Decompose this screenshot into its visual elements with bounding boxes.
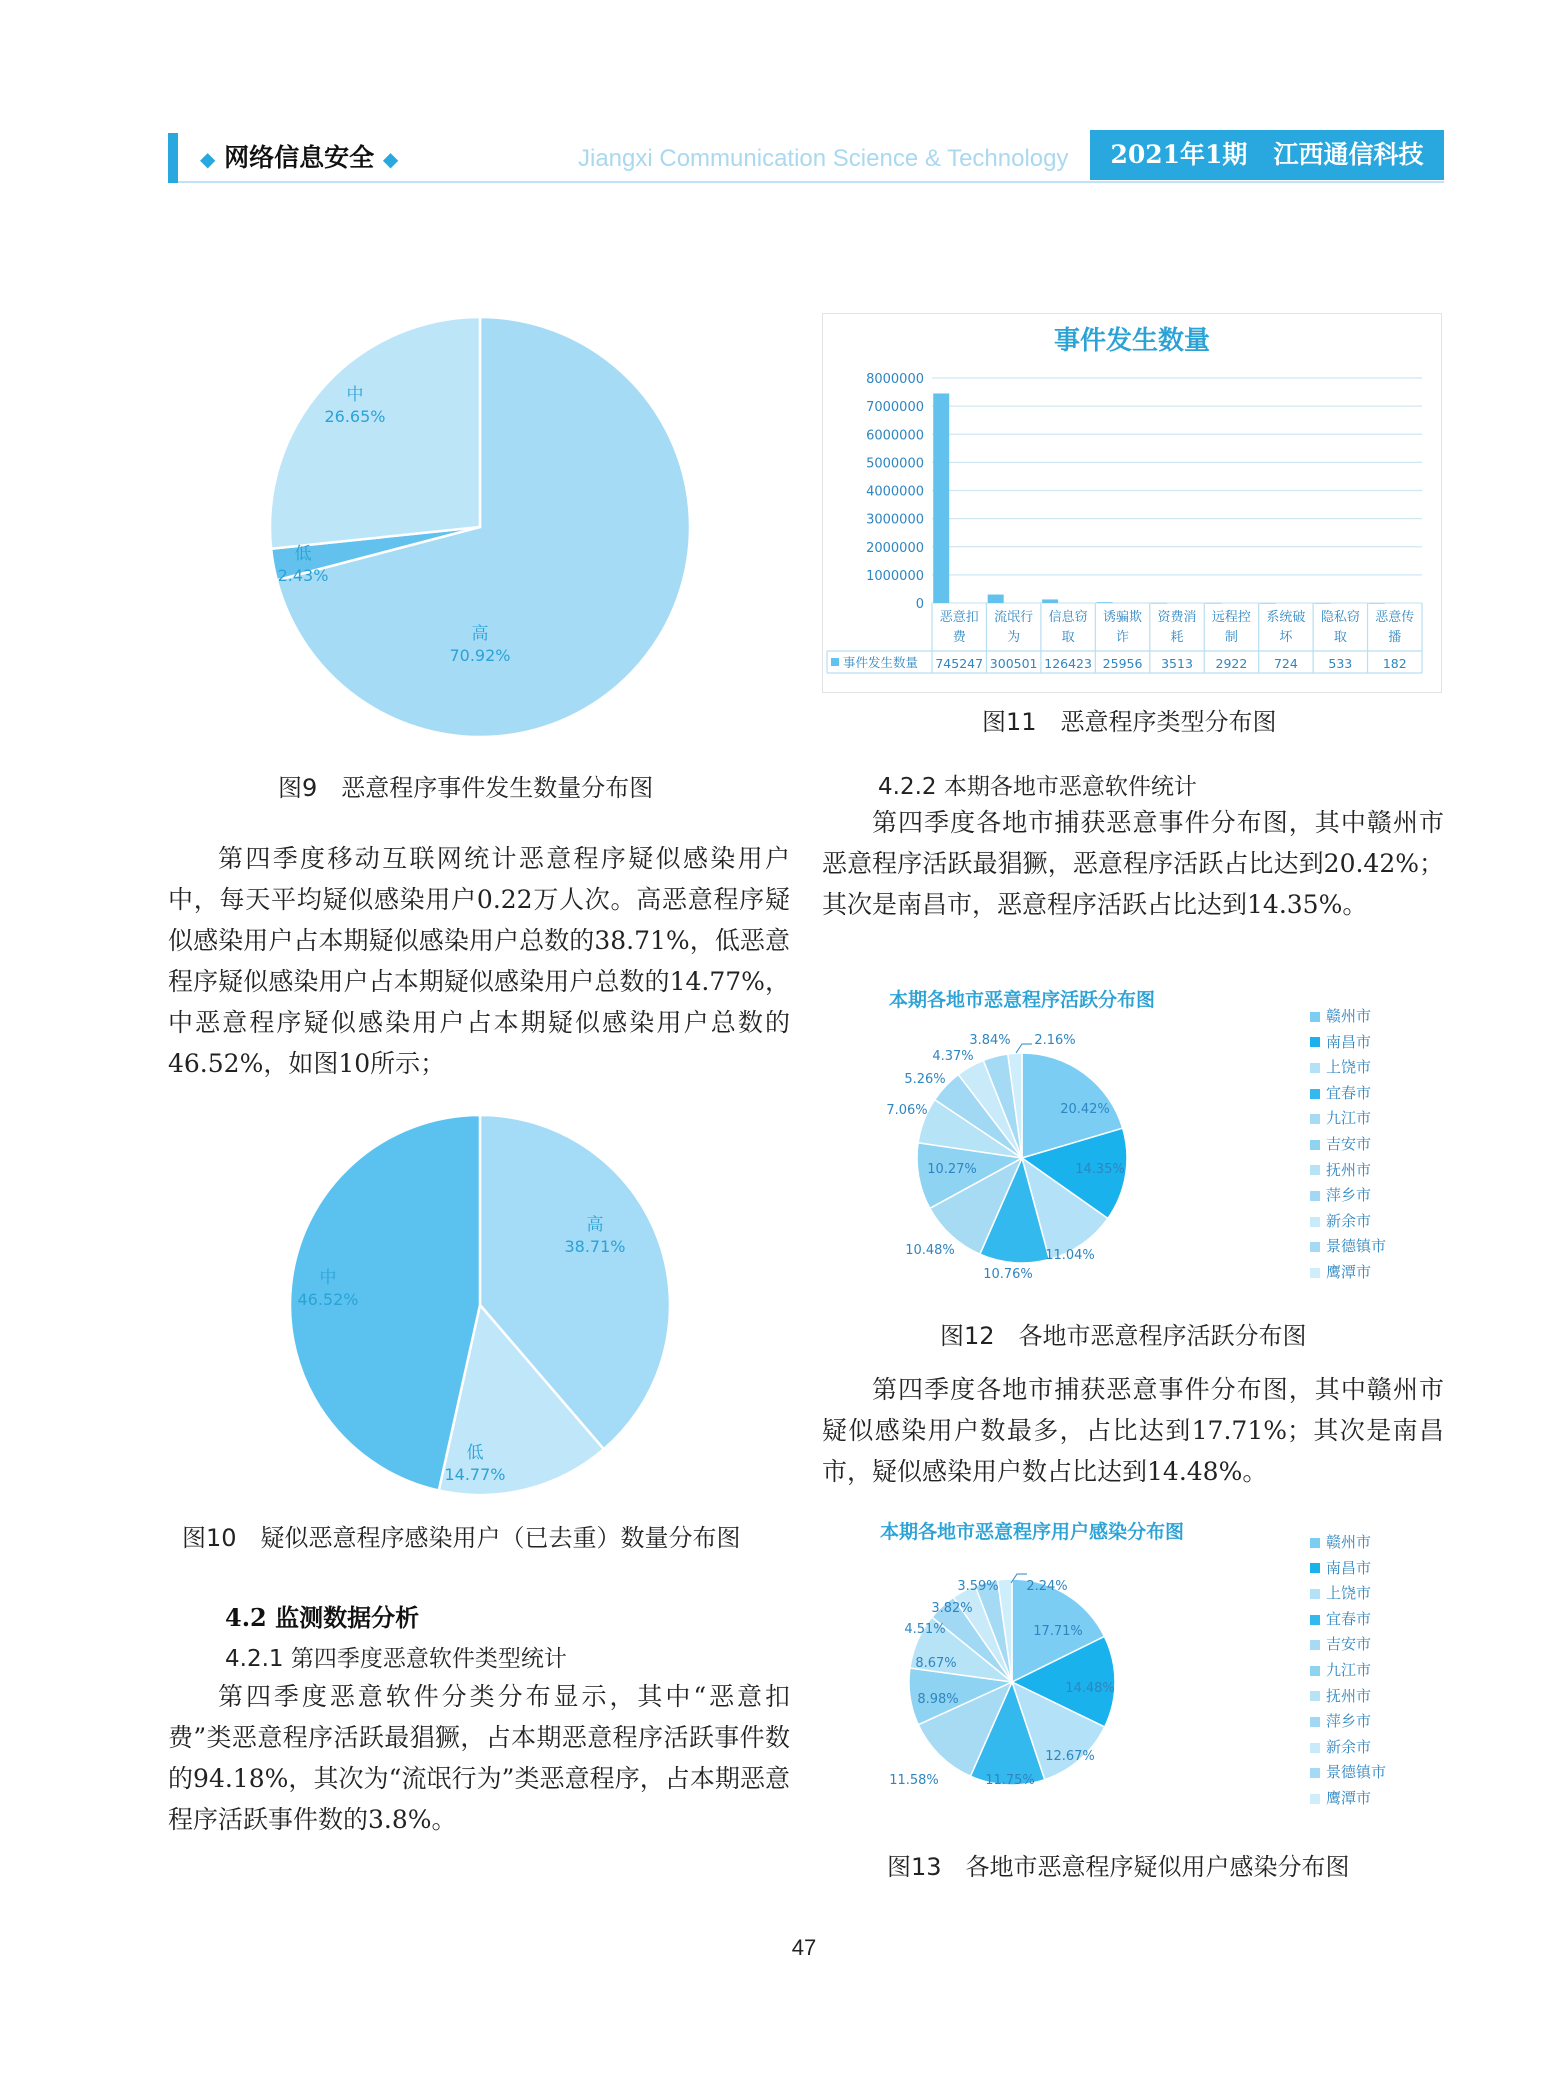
y-tick-label: 6000000: [866, 428, 924, 444]
section-heading-4-2: 4.2 监测数据分析: [225, 1603, 420, 1632]
pie-category-label: 高: [471, 624, 489, 644]
fig12-caption: 图12 各地市恶意程序活跃分布图: [940, 1322, 1307, 1350]
legend-swatch: [1310, 1140, 1320, 1150]
legend-swatch: [1310, 1191, 1320, 1201]
x-category-label: 诈: [1116, 630, 1130, 645]
x-category-label: 为: [1007, 630, 1021, 645]
legend-item: [1310, 1004, 1386, 1030]
x-category-label: 费: [952, 630, 966, 645]
header-accent-bar: [168, 133, 178, 183]
y-tick-label: 0: [915, 597, 924, 612]
pie-value-label: 46.52%: [297, 1290, 359, 1309]
x-category-label: 播: [1388, 630, 1402, 645]
bar-系统破坏: [1260, 603, 1276, 604]
bar-诱骗欺诈: [1097, 602, 1113, 603]
x-category-label: 隐私窃: [1320, 610, 1360, 625]
pie-value-label: 2.24%: [1026, 1579, 1068, 1594]
header-section-label: 网络信息安全: [224, 143, 375, 172]
fig9-caption: 图9 恶意程序事件发生数量分布图: [278, 774, 654, 802]
legend-label: 景德镇市: [1326, 1763, 1387, 1782]
leader-line: [1016, 1044, 1032, 1053]
legend-item: [1310, 1106, 1386, 1132]
paragraph-malware-types: 第四季度恶意软件分类分布显示，其中“恶意扣费”类恶意程序活跃最猖獗，占本期恶意程序活跃事件数的94.18%，其次为“流氓行为”类恶意程序，占本期恶意程序活跃事件数的3.8%。: [168, 1682, 790, 1834]
legend-item: [1310, 1132, 1386, 1158]
legend-item: [1310, 1055, 1386, 1081]
subsection-heading-4-2-1: 4.2.1 第四季度恶意软件类型统计: [225, 1646, 567, 1672]
legend-label: 上饶市: [1326, 1584, 1372, 1603]
legend-label: 赣州市: [1326, 1533, 1372, 1551]
table-value: 745247: [935, 656, 984, 671]
legend-swatch: [1310, 1089, 1320, 1099]
legend-item: [1310, 1260, 1386, 1286]
bar-资费消耗: [1151, 603, 1167, 604]
legend-item: [1310, 1234, 1386, 1260]
pie-value-label: 4.51%: [904, 1622, 946, 1637]
paragraph-city-activity: 第四季度各地市捕获恶意事件分布图，其中赣州市恶意程序活跃最猖獗，恶意程序活跃占比达到20.42%；其次是南昌市，恶意程序活跃占比达到14.35%。: [822, 808, 1444, 919]
pie-value-label: 3.84%: [969, 1033, 1011, 1048]
pie-value-label: 11.75%: [985, 1773, 1035, 1788]
fig13-caption: 图13 各地市恶意程序疑似用户感染分布图: [887, 1853, 1350, 1881]
x-category-label: 坏: [1279, 630, 1293, 645]
pie-value-label: 14.77%: [444, 1465, 506, 1484]
legend-item: [1310, 1684, 1386, 1710]
fig11-caption: 图11 恶意程序类型分布图: [982, 708, 1277, 736]
table-value: 300501: [989, 656, 1038, 671]
fig13-legend: [1310, 1530, 1386, 1812]
legend-label: 吉安市: [1326, 1635, 1372, 1654]
legend-swatch: [1310, 1589, 1320, 1599]
legend-item: [1310, 1081, 1386, 1107]
header-journal-cn: 江西通信科技: [1273, 140, 1424, 169]
fig11-title: 事件发生数量: [1053, 326, 1211, 356]
legend-label: 九江市: [1326, 1660, 1372, 1679]
bar-隐私窃取: [1314, 603, 1330, 604]
x-category-label: 耗: [1170, 630, 1184, 645]
pie-category-label: 中: [319, 1268, 337, 1288]
legend-label: 宜春市: [1326, 1083, 1372, 1102]
legend-label: 赣州市: [1326, 1007, 1372, 1025]
legend-item: [1310, 1658, 1386, 1684]
series-name-label: 事件发生数量: [843, 655, 919, 670]
y-tick-label: 7000000: [866, 400, 924, 416]
diamond-icon: ◆: [200, 147, 216, 171]
legend-label: 南昌市: [1326, 1032, 1372, 1051]
paragraph-city-infection: 第四季度各地市捕获恶意事件分布图，其中赣州市疑似感染用户数最多，占比达到17.71%；其次是南昌市，疑似感染用户数占比达到14.48%。: [822, 1375, 1444, 1486]
legend-label: 萍乡市: [1326, 1186, 1372, 1205]
legend-swatch: [1310, 1268, 1320, 1278]
legend-item: [1310, 1760, 1386, 1786]
subsection-heading-4-2-2: 4.2.2 本期各地市恶意软件统计: [878, 774, 1197, 800]
y-tick-label: 1000000: [866, 568, 924, 584]
header-journal-en: Jiangxi Communication Science & Technology: [578, 145, 1069, 172]
pie-value-label: 8.98%: [917, 1692, 959, 1707]
fig13-pie-chart: [860, 1540, 1160, 1820]
legend-item: [1310, 1209, 1386, 1235]
fig12-pie-chart: [860, 1010, 1160, 1300]
legend-item: [1310, 1581, 1386, 1607]
table-value: 126423: [1044, 656, 1092, 671]
pie-value-label: 26.65%: [324, 407, 386, 426]
pie-value-label: 12.67%: [1045, 1749, 1095, 1764]
legend-swatch: [1310, 1717, 1320, 1727]
legend-swatch: [1310, 1538, 1320, 1548]
pie-value-label: 10.48%: [905, 1243, 955, 1258]
legend-label: 鹰潭市: [1326, 1788, 1372, 1807]
x-category-label: 取: [1333, 630, 1347, 645]
bar-恶意扣费: [933, 393, 949, 603]
legend-label: 宜春市: [1326, 1609, 1372, 1628]
legend-swatch: [831, 658, 839, 666]
pie-value-label: 10.27%: [927, 1162, 977, 1177]
legend-item: [1310, 1735, 1386, 1761]
pie-value-label: 17.71%: [1033, 1624, 1083, 1639]
x-category-label: 恶意扣: [939, 610, 979, 625]
pie-value-label: 7.06%: [886, 1103, 928, 1118]
x-category-label: 诱骗欺: [1103, 610, 1143, 625]
table-value: 533: [1328, 656, 1353, 671]
pie-category-label: 低: [294, 544, 312, 564]
legend-swatch: [1310, 1217, 1320, 1227]
legend-label: 上饶市: [1326, 1058, 1372, 1077]
pie-value-label: 8.67%: [915, 1656, 957, 1671]
pie-value-label: 2.43%: [277, 566, 329, 585]
legend-swatch: [1310, 1012, 1320, 1022]
legend-label: 新余市: [1326, 1737, 1372, 1756]
legend-item: [1310, 1183, 1386, 1209]
legend-label: 景德镇市: [1326, 1237, 1387, 1256]
diamond-icon: ◆: [382, 147, 399, 171]
table-value: 182: [1382, 656, 1407, 671]
fig11-bar-chart: [822, 313, 1442, 693]
fig9-pie-chart: [255, 305, 705, 755]
legend-item: [1310, 1030, 1386, 1056]
pie-value-label: 2.16%: [1034, 1033, 1076, 1048]
pie-value-label: 11.04%: [1045, 1248, 1095, 1263]
pie-value-label: 14.48%: [1065, 1681, 1115, 1696]
y-tick-label: 3000000: [866, 512, 924, 528]
pie-value-label: 20.42%: [1060, 1102, 1110, 1117]
x-category-label: 远程控: [1211, 610, 1251, 625]
paragraph-infected-users: 第四季度移动互联网统计恶意程序疑似感染用户中，每天平均疑似感染用户0.22万人次。高恶意程序疑似感染用户占本期疑似感染用户总数的38.71%，低恶意程序疑似感染用户占本期疑似感染用户总数的14.77%，中恶意程序疑似感染用户占本期疑似感染用户总数的46.52%，如图10所示；: [168, 844, 790, 1078]
legend-item: [1310, 1530, 1386, 1556]
legend-label: 南昌市: [1326, 1558, 1372, 1577]
legend-item: [1310, 1556, 1386, 1582]
legend-item: [1310, 1158, 1386, 1184]
legend-swatch: [1310, 1114, 1320, 1124]
x-category-label: 制: [1224, 630, 1238, 645]
legend-swatch: [1310, 1794, 1320, 1804]
pie-value-label: 3.82%: [931, 1601, 973, 1616]
legend-label: 萍乡市: [1326, 1712, 1372, 1731]
bar-信息窃取: [1042, 599, 1058, 603]
fig13-title: 本期各地市恶意程序用户感染分布图: [880, 1521, 1185, 1543]
legend-swatch: [1310, 1691, 1320, 1701]
legend-label: 新余市: [1326, 1211, 1372, 1230]
legend-swatch: [1310, 1063, 1320, 1073]
bar-恶意传播: [1369, 603, 1385, 604]
fig10-caption: 图10 疑似恶意程序感染用户（已去重）数量分布图: [182, 1524, 741, 1552]
pie-value-label: 4.37%: [932, 1049, 974, 1064]
pie-value-label: 10.76%: [983, 1267, 1033, 1282]
x-category-label: 流氓行: [994, 610, 1034, 625]
legend-swatch: [1310, 1563, 1320, 1573]
x-category-label: 取: [1061, 630, 1075, 645]
page-number: 47: [791, 1935, 817, 1960]
legend-item: [1310, 1786, 1386, 1812]
fig12-legend: [1310, 1004, 1386, 1286]
header-rule: [178, 181, 1444, 183]
y-tick-label: 8000000: [866, 372, 924, 387]
fig12-title: 本期各地市恶意程序活跃分布图: [888, 989, 1155, 1011]
legend-swatch: [1310, 1242, 1320, 1252]
legend-swatch: [1310, 1165, 1320, 1175]
pie-value-label: 3.59%: [957, 1579, 999, 1594]
y-tick-label: 5000000: [866, 456, 924, 472]
chart-frame: [823, 314, 1442, 693]
legend-label: 吉安市: [1326, 1134, 1372, 1153]
legend-item: [1310, 1632, 1386, 1658]
legend-label: 九江市: [1326, 1109, 1372, 1128]
pie-value-label: 38.71%: [564, 1237, 626, 1256]
pie-value-label: 11.58%: [889, 1773, 939, 1788]
legend-label: 抚州市: [1326, 1686, 1372, 1705]
y-tick-label: 2000000: [866, 540, 924, 556]
legend-item: [1310, 1709, 1386, 1735]
header-section-title: [200, 138, 398, 178]
x-category-label: 系统破: [1266, 610, 1306, 625]
legend-swatch: [1310, 1037, 1320, 1047]
x-category-label: 恶意传: [1375, 610, 1415, 625]
pie-value-label: 5.26%: [904, 1072, 946, 1087]
legend-swatch: [1310, 1743, 1320, 1753]
bar-流氓行为: [988, 595, 1004, 603]
header-issue: 2021年1期: [1110, 140, 1248, 169]
pie-slice-中: [270, 317, 480, 549]
legend-item: [1310, 1607, 1386, 1633]
table-value: 724: [1273, 656, 1298, 671]
fig10-pie-chart: [270, 1100, 690, 1520]
y-tick-label: 4000000: [866, 484, 924, 500]
x-category-label: 资费消: [1157, 610, 1197, 625]
header-issue-box: [1090, 130, 1444, 180]
legend-label: 抚州市: [1326, 1160, 1372, 1179]
pie-category-label: 低: [466, 1443, 484, 1463]
legend-swatch: [1310, 1640, 1320, 1650]
bar-远程控制: [1205, 603, 1221, 604]
pie-value-label: 70.92%: [449, 646, 511, 665]
legend-swatch: [1310, 1768, 1320, 1778]
table-value: 25956: [1102, 656, 1143, 671]
pie-value-label: 14.35%: [1075, 1162, 1125, 1177]
legend-swatch: [1310, 1666, 1320, 1676]
legend-label: 鹰潭市: [1326, 1262, 1372, 1281]
table-value: 3513: [1161, 656, 1193, 671]
pie-category-label: 高: [586, 1215, 604, 1235]
table-value: 2922: [1215, 656, 1248, 671]
x-category-label: 信息窃: [1048, 610, 1088, 625]
legend-swatch: [1310, 1615, 1320, 1625]
pie-category-label: 中: [346, 385, 364, 405]
